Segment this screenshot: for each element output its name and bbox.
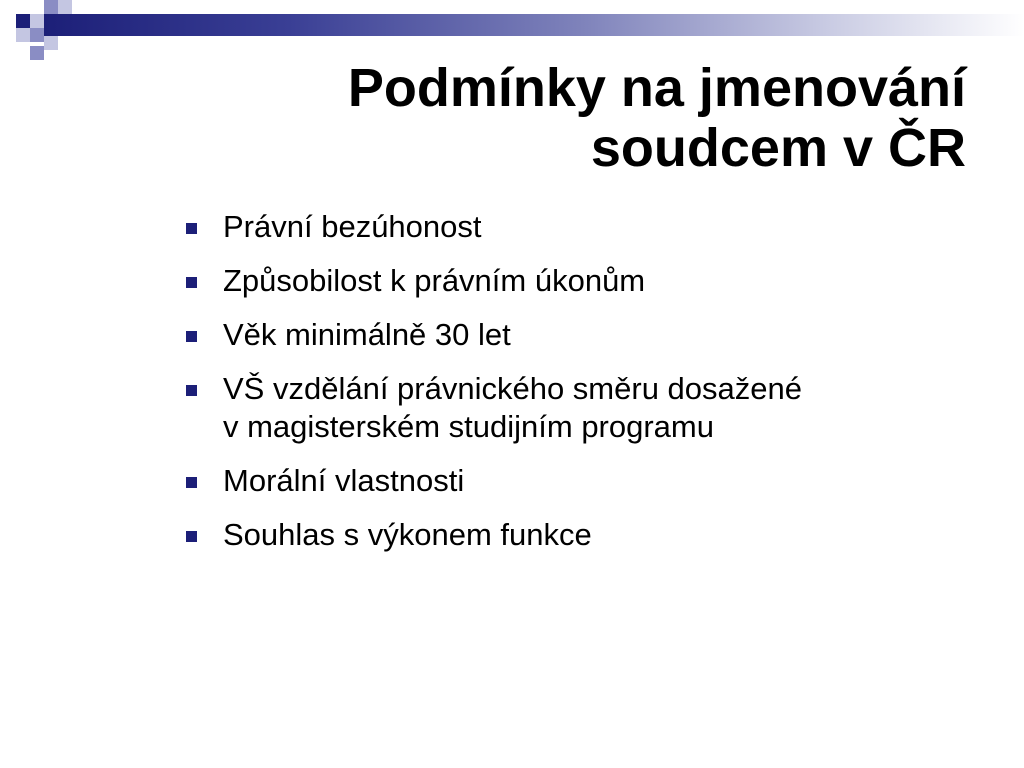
list-item	[186, 516, 886, 554]
bullet-list	[186, 208, 886, 570]
deco-square-icon	[30, 28, 44, 42]
deco-square-icon	[44, 36, 58, 50]
list-item	[186, 262, 886, 300]
list-item	[186, 370, 823, 446]
deco-square-icon	[30, 46, 44, 60]
list-item-text: VŠ vzdělání právnického směru dosažené v magisterském studijním programu	[223, 371, 802, 444]
slide-title-line: Podmínky na jmenování	[347, 58, 966, 118]
list-item-text: Věk minimálně 30 let	[223, 317, 511, 352]
list-item-text: Způsobilost k právním úkonům	[223, 263, 646, 298]
list-item-text: Morální vlastnosti	[223, 463, 465, 498]
deco-square-icon	[16, 14, 30, 28]
list-item-text: Souhlas s výkonem funkce	[223, 517, 592, 552]
slide-title	[206, 58, 966, 178]
gradient-band	[44, 14, 1024, 36]
deco-square-icon	[58, 0, 72, 14]
list-item	[186, 462, 886, 500]
deco-square-icon	[44, 0, 58, 14]
slide-title-line: soudcem v ČR	[590, 118, 966, 178]
list-item	[186, 316, 886, 354]
header-decoration	[0, 0, 1024, 64]
square-bullet-icon	[186, 477, 197, 488]
square-bullet-icon	[186, 277, 197, 288]
deco-square-icon	[16, 28, 30, 42]
square-bullet-icon	[186, 385, 197, 396]
deco-square-icon	[30, 14, 44, 28]
square-bullet-icon	[186, 223, 197, 234]
list-item	[186, 208, 886, 246]
list-item-text: Právní bezúhonost	[223, 209, 482, 244]
square-bullet-icon	[186, 531, 197, 542]
square-bullet-icon	[186, 331, 197, 342]
